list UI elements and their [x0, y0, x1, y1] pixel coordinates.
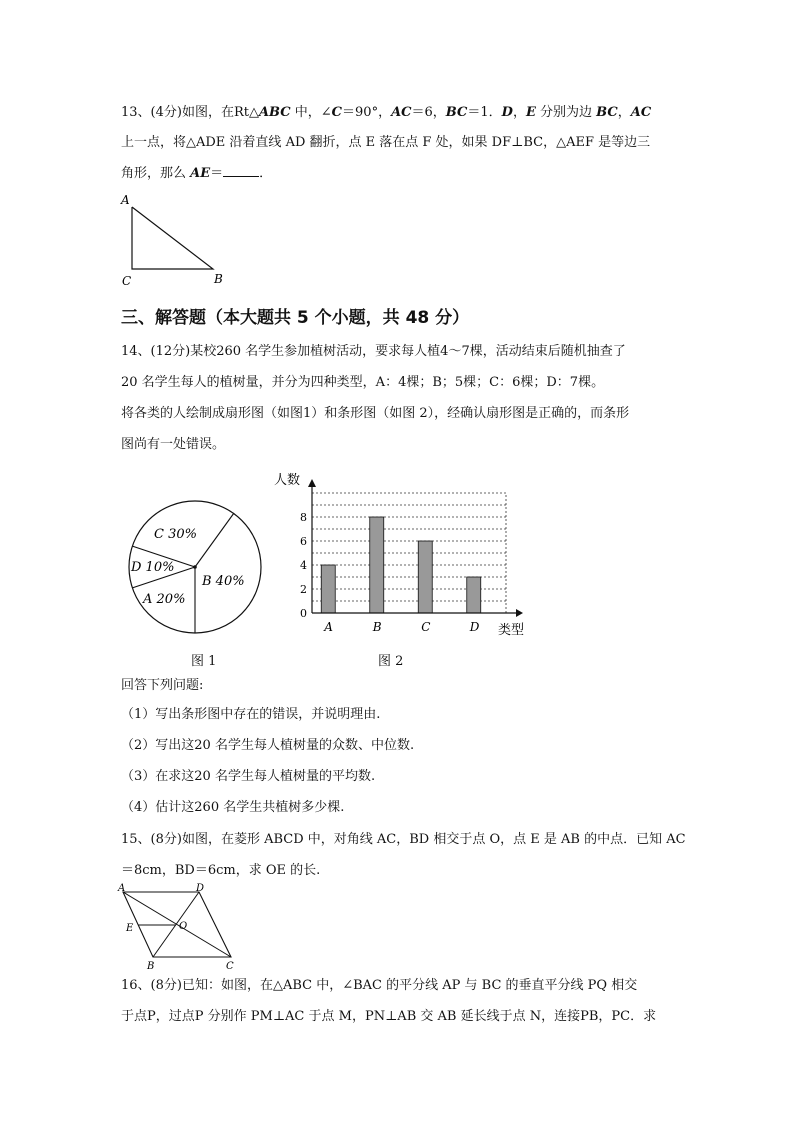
y-tick-label: 2	[300, 583, 307, 596]
rhombus-figure	[115, 883, 240, 973]
bar-chart-y-ticks	[300, 511, 307, 620]
q14-prompt: 回答下列问题:	[121, 678, 204, 693]
bar-A	[321, 565, 335, 613]
q14-line-4: 图尚有一处错误。	[121, 437, 226, 452]
vertex-c-label: C	[122, 274, 132, 288]
pie-label-d: D 10%	[131, 560, 175, 575]
rhombus-label-a: A	[118, 883, 126, 894]
pie-center	[193, 565, 197, 569]
q14-sub-2: （2）写出这20 名学生每人植树量的众数、中位数.	[121, 738, 415, 753]
y-axis-arrow	[308, 479, 316, 487]
answer-blank[interactable]	[223, 164, 259, 177]
pie-label-a: A 20%	[143, 592, 186, 607]
x-tick-label-C: C	[421, 620, 431, 634]
x-axis-label: 类型	[498, 623, 525, 638]
q15-line-2: ＝8cm，BD＝6cm，求 OE 的长.	[121, 863, 321, 878]
rhombus-label-c: C	[226, 961, 234, 972]
y-axis-label: 人数	[274, 473, 301, 488]
q14-sub-3: （3）在求这20 名学生每人植树量的平均数.	[121, 769, 376, 784]
pie-divider-bc	[195, 513, 234, 567]
q15-line-1: 15、(8分)如图，在菱形 ABCD 中，对角线 AC，BD 相交于点 O，点 E 是 AB 的中点．已知 AC	[121, 832, 686, 847]
q13-line-3: 角形，那么 AE＝ ．	[121, 166, 273, 181]
y-tick-label: 0	[300, 607, 307, 620]
rhombus-label-d: D	[196, 883, 205, 894]
pie-label-c: C 30%	[154, 527, 197, 542]
x-tick-label-B: B	[372, 620, 382, 634]
bar-B	[370, 517, 384, 613]
y-tick-label: 6	[300, 535, 307, 548]
vertex-b-label: B	[214, 272, 223, 286]
bar-chart	[270, 468, 535, 640]
q14-line-1: 14、(12分)某校260 名学生参加植树活动，要求每人植4～7棵，活动结束后随机抽查了	[121, 344, 626, 359]
bar-D	[467, 577, 481, 613]
x-axis-arrow	[516, 609, 523, 617]
rhombus-label-e: E	[126, 923, 134, 934]
q14-line-2: 20 名学生每人的植树量，并分为四种类型，A：4棵；B；5棵；C：6棵；D：7棵。	[121, 375, 605, 390]
pie-chart	[120, 495, 270, 640]
triangle-abc	[132, 207, 213, 269]
x-tick-label-A: A	[324, 620, 333, 634]
q13-line-1: 13、(4分)如图，在Rt△ABC 中，∠C＝90°，AC＝6，BC＝1．D，E 分别为边 BC，AC	[121, 105, 652, 120]
q13-triangle-figure	[115, 190, 230, 290]
vertex-a-label: A	[121, 193, 130, 207]
y-tick-label: 8	[300, 511, 307, 524]
bar-chart-x-ticks	[323, 620, 480, 634]
section-heading: 三、解答题（本大题共 5 个小题，共 48 分）	[121, 308, 470, 328]
rhombus-label-o: O	[179, 921, 188, 932]
fig1-caption: 图 1	[191, 654, 217, 669]
q14-sub-4: （4）估计这260 名学生共植树多少棵.	[121, 800, 345, 815]
q14-line-3: 将各类的人绘制成扇形图（如图1）和条形图（如图 2），经确认扇形图是正确的，而条形	[121, 406, 630, 421]
rhombus-label-b: B	[147, 961, 155, 972]
q14-sub-1: （1）写出条形图中存在的错误，并说明理由.	[121, 707, 381, 722]
fig2-caption: 图 2	[378, 654, 404, 669]
q13-line-2: 上一点，将△ADE 沿着直线 AD 翻折，点 E 落在点 F 处，如果 DF⊥BC，△AEF 是等边三	[121, 135, 651, 150]
bar-C	[418, 541, 432, 613]
q16-line-1: 16、(8分)已知：如图，在△ABC 中，∠BAC 的平分线 AP 与 BC 的垂直平分线 PQ 相交	[121, 978, 638, 993]
pie-label-b: B 40%	[202, 574, 245, 589]
q16-line-2: 于点P，过点P 分别作 PM⊥AC 于点 M，PN⊥AB 交 AB 延长线于点 N，连接PB，PC．求	[121, 1009, 657, 1024]
y-tick-label: 4	[300, 559, 307, 572]
x-tick-label-D: D	[469, 620, 480, 634]
